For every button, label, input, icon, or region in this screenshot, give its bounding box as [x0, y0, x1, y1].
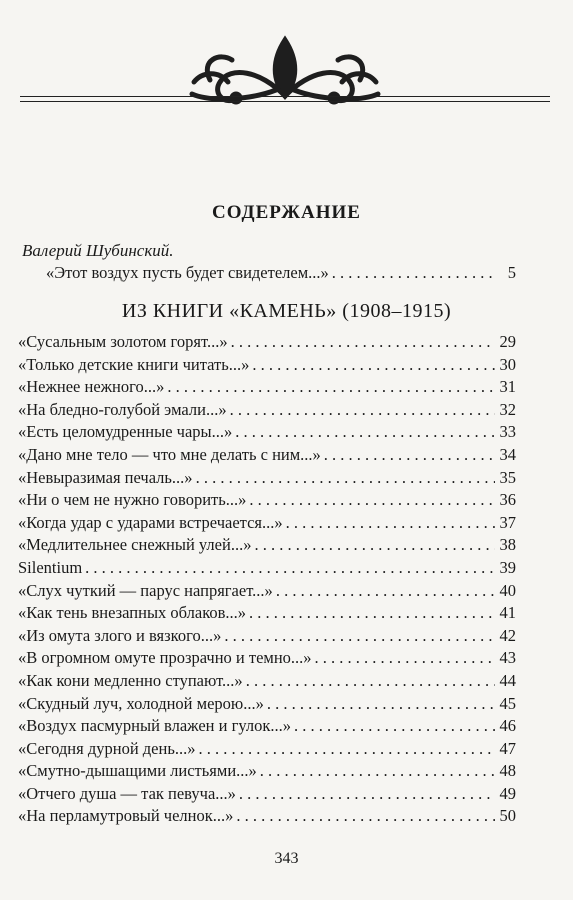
top-rule-thin: [20, 101, 550, 102]
entry-page: 33: [499, 422, 516, 442]
entry-title: Silentium: [18, 557, 83, 577]
toc-entry[interactable]: [18, 376, 516, 399]
top-rule: [20, 96, 550, 97]
entry-title: «Есть целомудренные чары...»: [18, 422, 233, 442]
entry-page: 39: [499, 557, 516, 577]
contents-heading: СОДЕРЖАНИЕ: [212, 202, 361, 223]
entry-title: «Только детские книги читать...»: [18, 354, 250, 374]
leader-dots: [224, 625, 495, 648]
entry-title: «Как кони медленно ступают...»: [18, 670, 243, 690]
entry-title: «Из омута злого и вязкого...»: [18, 625, 222, 645]
toc-entry[interactable]: [18, 625, 516, 648]
entry-title: «Как тень внезапных облаков...»: [18, 603, 247, 623]
toc-entry[interactable]: [18, 512, 516, 535]
toc-entry[interactable]: [18, 467, 516, 490]
toc-entry[interactable]: [18, 805, 516, 828]
toc-entry[interactable]: [18, 647, 516, 670]
intro-title: «Этот воздух пусть будет свидетелем...»: [46, 263, 329, 282]
section-title: ИЗ КНИГИ «КАМЕНЬ» (1908–1915): [121, 300, 452, 322]
leader-dots: [198, 738, 495, 761]
entry-title: «Когда удар с ударами встречается...»: [18, 512, 283, 532]
leader-dots: [332, 262, 495, 285]
entry-page: 31: [499, 377, 516, 397]
toc-entry[interactable]: [18, 444, 516, 467]
toc-entry[interactable]: [18, 489, 516, 512]
entry-page: 46: [499, 716, 516, 736]
leader-dots: [260, 760, 495, 783]
entry-title: «Слух чуткий — парус напрягает...»: [18, 580, 273, 600]
page-number: 343: [274, 850, 299, 867]
leader-dots: [286, 512, 495, 535]
leader-dots: [239, 783, 495, 806]
entry-page: 34: [499, 444, 516, 464]
leader-dots: [252, 354, 495, 377]
toc-entry[interactable]: [18, 693, 516, 716]
entry-title: «Скудный луч, холодной мерою...»: [18, 693, 264, 713]
leader-dots: [276, 580, 495, 603]
entry-title: «Сусальным золотом горят...»: [18, 332, 228, 351]
entry-page: 36: [499, 490, 516, 510]
intro-entry[interactable]: [46, 262, 516, 285]
entry-page: 32: [499, 399, 516, 419]
toc-entry[interactable]: [18, 354, 516, 377]
entry-title: «На бледно-голубой эмали...»: [18, 399, 227, 419]
toc-entry[interactable]: [18, 670, 516, 693]
toc-entry[interactable]: [18, 399, 516, 422]
entry-page: 30: [499, 354, 516, 374]
entry-title: «Нежнее нежного...»: [18, 377, 165, 397]
intro-page: 5: [507, 263, 516, 282]
entry-title: «Воздух пасмурный влажен и гулок...»: [18, 716, 291, 736]
leader-dots: [254, 534, 495, 557]
entry-page: 37: [499, 512, 516, 532]
entry-title: «Дано мне тело — что мне делать с ним...»: [18, 444, 321, 464]
leader-dots: [196, 467, 495, 490]
leader-dots: [246, 670, 495, 693]
leader-dots: [267, 693, 495, 716]
toc-entry[interactable]: [18, 580, 516, 603]
toc-entry[interactable]: [18, 331, 516, 354]
toc-entry[interactable]: [18, 602, 516, 625]
toc-entry[interactable]: [18, 557, 516, 580]
leader-dots: [230, 399, 495, 422]
entry-page: 48: [499, 761, 516, 781]
entry-page: 47: [499, 738, 516, 758]
leader-dots: [235, 421, 495, 444]
toc-entry[interactable]: [18, 715, 516, 738]
entry-page: 35: [499, 467, 516, 487]
leader-dots: [167, 376, 495, 399]
entry-title: «Невыразимая печаль...»: [18, 467, 193, 487]
toc-list: [18, 331, 516, 828]
entry-page: 29: [499, 332, 516, 351]
entry-title: «В огромном омуте прозрачно и темно...»: [18, 648, 312, 668]
entry-page: 41: [499, 603, 516, 623]
entry-page: 50: [499, 806, 516, 826]
toc-entry[interactable]: [18, 534, 516, 557]
entry-page: 45: [499, 693, 516, 713]
leader-dots: [236, 805, 495, 828]
floral-ornament-icon: [180, 30, 390, 130]
entry-page: 38: [499, 535, 516, 555]
toc-entry[interactable]: [18, 738, 516, 761]
leader-dots: [231, 331, 495, 354]
toc-entry[interactable]: [18, 421, 516, 444]
leader-dots: [249, 602, 495, 625]
leader-dots: [249, 489, 495, 512]
entry-title: «Смутно-дышащими листьями...»: [18, 761, 257, 781]
entry-title: «На перламутровый челнок...»: [18, 806, 234, 826]
toc-entry[interactable]: [18, 760, 516, 783]
leader-dots: [85, 557, 495, 580]
entry-page: 43: [499, 648, 516, 668]
entry-page: 42: [499, 625, 516, 645]
toc-entry[interactable]: [18, 783, 516, 806]
entry-page: 44: [499, 670, 516, 690]
leader-dots: [324, 444, 495, 467]
intro-author: Валерий Шубинский.: [22, 241, 174, 260]
entry-page: 49: [499, 783, 516, 803]
entry-title: «Сегодня дурной день...»: [18, 738, 196, 758]
entry-title: «Медлительнее снежный улей...»: [18, 535, 252, 555]
entry-title: «Ни о чем не нужно говорить...»: [18, 490, 247, 510]
leader-dots: [315, 647, 495, 670]
entry-page: 40: [499, 580, 516, 600]
leader-dots: [294, 715, 495, 738]
entry-title: «Отчего душа — так певуча...»: [18, 783, 236, 803]
